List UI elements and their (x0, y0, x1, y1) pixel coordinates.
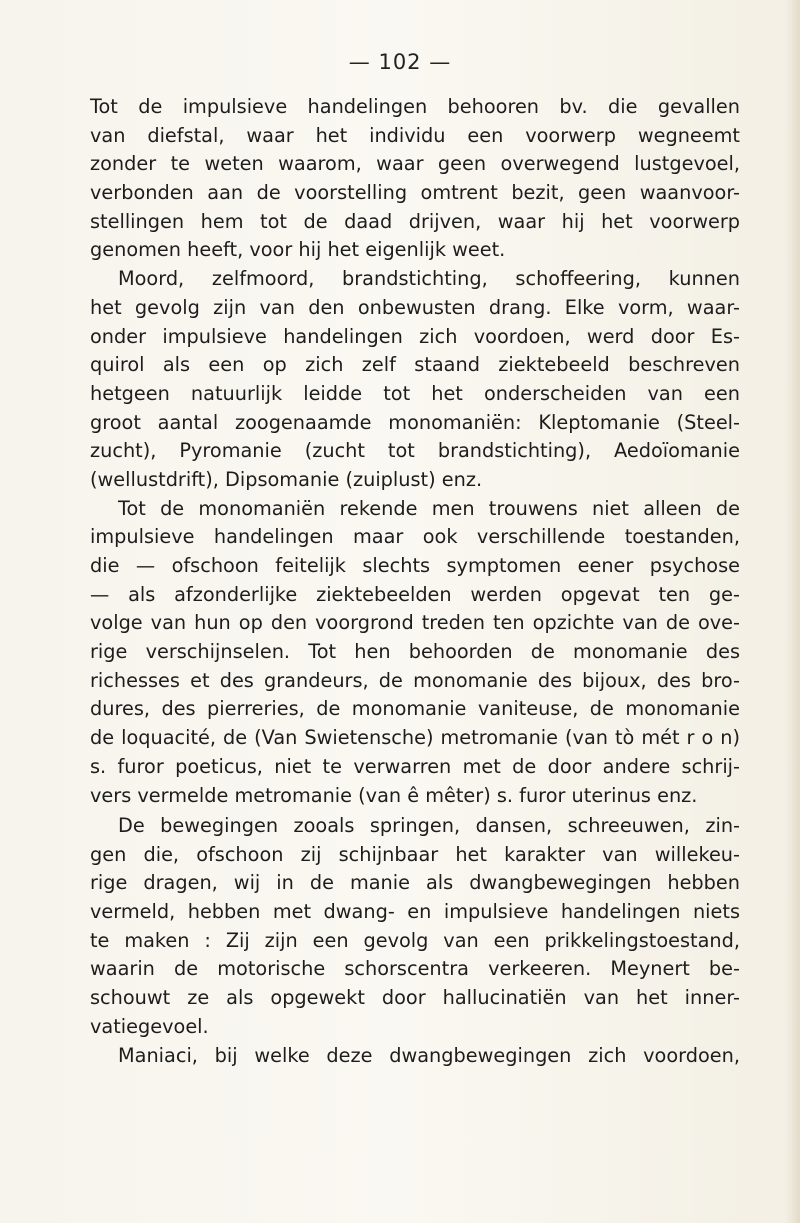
text-line: zonder te weten waarom, waar geen overwegend lustgevoel, (90, 152, 740, 176)
text-line: de loquacité, de (Van Swietensche) metromanie (van tò mét r o n) (90, 726, 740, 750)
text-line: dures, des pierreries, de monomanie vaniteuse, de monomanie (90, 697, 740, 721)
text-line: — als afzonderlijke ziektebeelden werden opgevat ten ge- (90, 582, 740, 606)
page-edge-shadow (786, 0, 800, 1223)
text-line: genomen heeft, voor hij het eigenlijk weet. (90, 238, 506, 262)
text-line: impulsieve handelingen maar ook verschillende toestanden, (90, 525, 740, 549)
text-block-lower (90, 812, 740, 1070)
text-line: waarin de motorische schorscentra verkeeren. Meynert be- (90, 957, 740, 981)
page-number: — 102 — (348, 50, 452, 74)
text-line: groot aantal zoogenaamde monomaniën: Kleptomanie (Steel- (90, 410, 740, 434)
text-block-upper (90, 93, 740, 810)
text-line: gen die, ofschoon zij schijnbaar het karakter van willekeu- (90, 842, 740, 866)
text-line: schouwt ze als opgewekt door hallucinatiën van het inner- (90, 986, 740, 1010)
text-line: vers vermelde metromanie (van ê mêter) s. furor uterinus enz. (90, 783, 698, 807)
text-line: van diefstal, waar het individu een voorwerp wegneemt (90, 123, 740, 147)
text-line: vermeld, hebben met dwang- en impulsieve handelingen niets (90, 900, 740, 924)
text-line: vatiegevoel. (90, 1014, 209, 1038)
text-line: het gevolg zijn van den onbewusten drang. Elke vorm, waar- (90, 295, 740, 319)
text-line: quirol als een op zich zelf staand ziektebeeld beschreven (90, 353, 740, 377)
text-line: te maken : Zij zijn een gevolg van een prikkelingstoestand, (90, 928, 740, 952)
text-line: Moord, zelfmoord, brandstichting, schoffeering, kunnen (118, 267, 740, 291)
text-line: Maniaci, bij welke deze dwangbewegingen zich voordoen, (118, 1043, 740, 1067)
text-line: Tot de monomaniën rekende men trouwens niet alleen de (118, 496, 740, 520)
text-line: De bewegingen zooals springen, dansen, schreeuwen, zin- (118, 814, 740, 837)
text-line: rige dragen, wij in de manie als dwangbewegingen hebben (90, 871, 740, 895)
text-line: richesses et des grandeurs, de monomanie des bijoux, des bro- (90, 668, 740, 692)
text-line: onder impulsieve handelingen zich voordoen, werd door Es- (90, 324, 740, 348)
text-line: Tot de impulsieve handelingen behooren bv. die gevallen (90, 95, 740, 118)
text-line: hetgeen natuurlijk leidde tot het onderscheiden van een (90, 381, 740, 405)
text-line: rige verschijnselen. Tot hen behoorden de monomanie des (90, 640, 740, 664)
text-line: verbonden aan de voorstelling omtrent bezit, geen waanvoor- (90, 181, 740, 205)
text-line: stellingen hem tot de daad drijven, waar hij het voorwerp (90, 209, 740, 233)
text-line: s. furor poeticus, niet te verwarren met de door andere schrij- (90, 754, 740, 778)
text-line: (wellustdrift), Dipsomanie (zuiplust) enz. (90, 467, 483, 491)
text-line: volge van hun op den voorgrond treden ten opzichte van de ove- (90, 611, 740, 635)
text-line: die — ofschoon feitelijk slechts symptomen eener psychose (90, 554, 740, 577)
text-line: zucht), Pyromanie (zucht tot brandstichting), Aedoïomanie (90, 439, 740, 463)
